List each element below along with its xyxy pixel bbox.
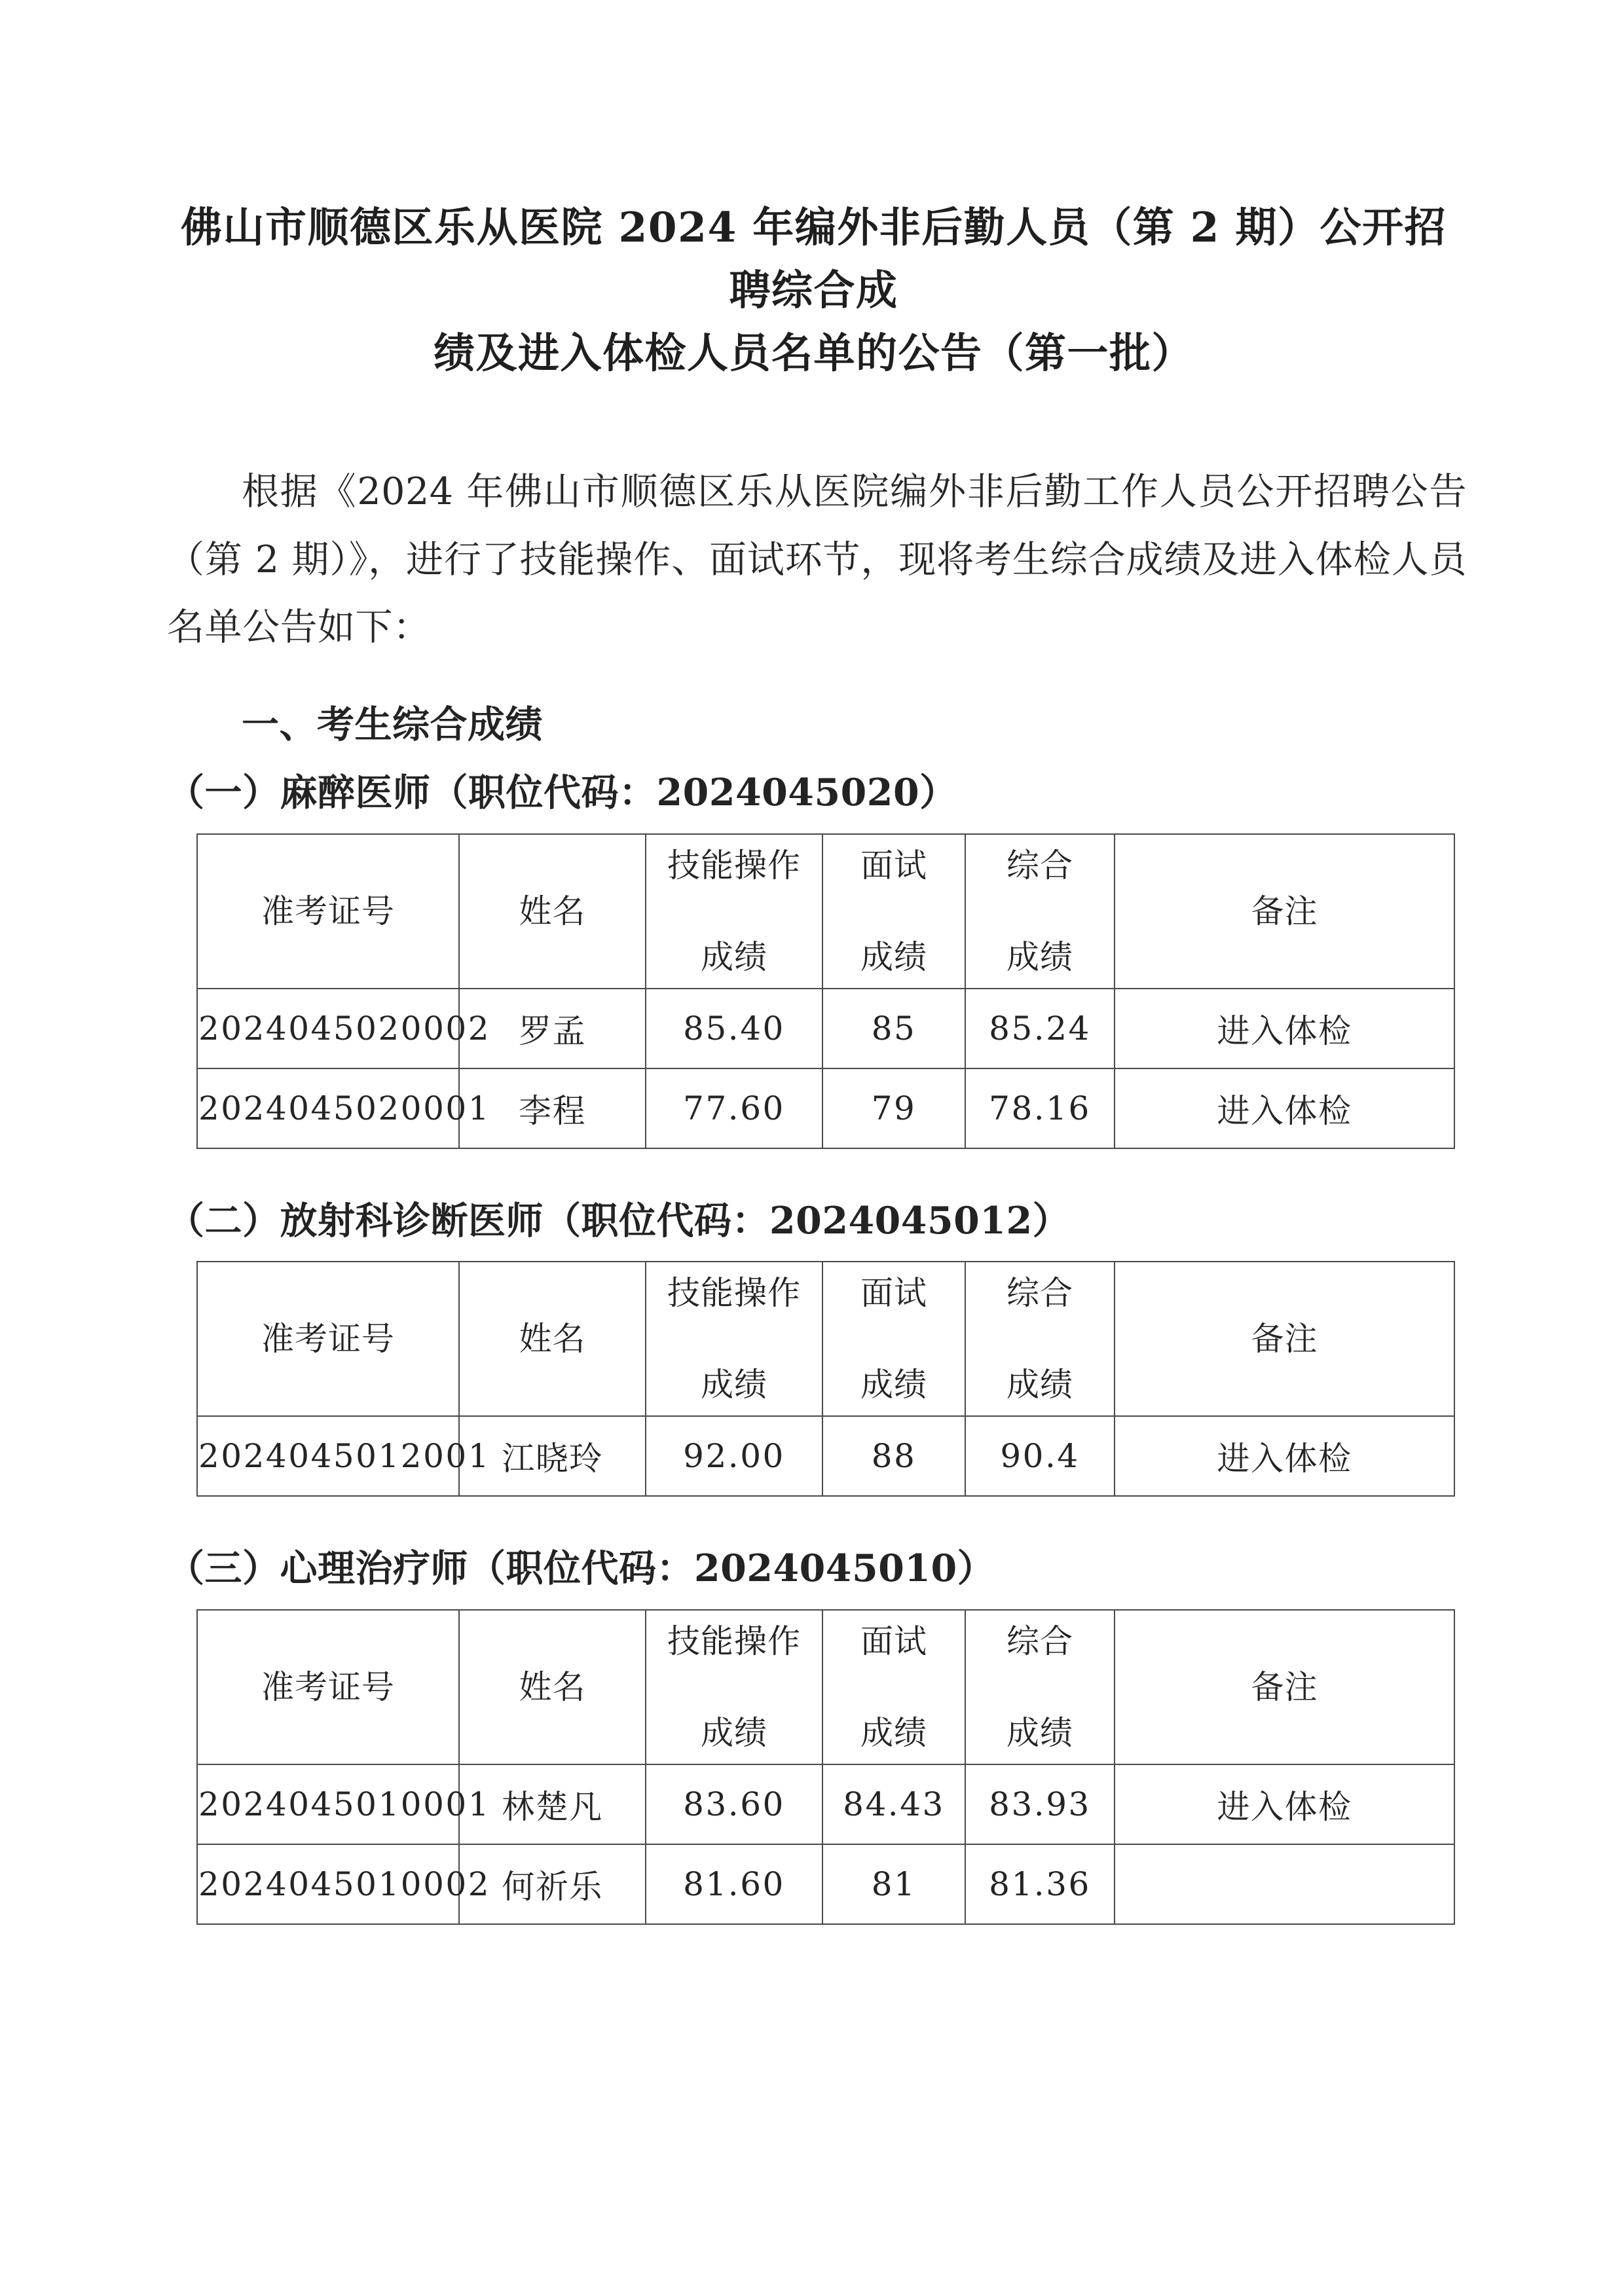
cell-skill-score: 83.60 [646, 1764, 822, 1844]
col-header-name: 姓名 [459, 1262, 646, 1416]
spacer [167, 1149, 1467, 1187]
table-row [197, 1068, 1454, 1148]
subsection-heading-1: （一）麻醉医师（职位代码：2024045020） [167, 770, 957, 814]
table-row [197, 1844, 1454, 1924]
col-header-skill-score [646, 834, 822, 989]
cell-interview-score: 84.43 [822, 1764, 965, 1844]
col-header-skill-score-line1: 技能操作 [667, 846, 801, 884]
col-header-skill-score-line2: 成绩 [701, 938, 767, 976]
spacer [647, 1321, 821, 1357]
col-header-composite-score [965, 834, 1115, 989]
spacer [647, 1669, 821, 1705]
cell-admission-number: 2024045012001 [197, 1416, 459, 1496]
cell-interview-score: 81 [822, 1844, 965, 1924]
spacer [967, 1669, 1113, 1705]
cell-composite-score: 90.4 [965, 1416, 1115, 1496]
col-header-admission-number: 准考证号 [197, 1262, 459, 1416]
cell-remark: 进入体检 [1115, 1764, 1454, 1844]
col-header-interview-score-line1: 面试 [860, 846, 927, 884]
page-title-line-1: 佛山市顺德区乐从医院 2024 年编外非后勤人员（第 2 期）公开招聘综合成 [181, 203, 1447, 314]
intro-paragraph: 根据《2024 年佛山市顺德区乐从医院编外非后勤工作人员公开招聘公告（第 2 期）》，进行了技能操作、面试环节，现将考生综合成绩及进入体检人员名单公告如下： [167, 470, 1467, 649]
col-header-interview-score [822, 1262, 965, 1416]
cell-name: 罗孟 [459, 989, 646, 1068]
spacer [647, 893, 821, 930]
table-header-row [197, 1262, 1454, 1416]
score-table-3 [196, 1609, 1455, 1925]
col-header-composite-score [965, 1610, 1115, 1764]
spacer [824, 1321, 964, 1357]
cell-admission-number: 2024045010002 [197, 1844, 459, 1924]
cell-interview-score: 79 [822, 1068, 965, 1148]
col-header-skill-score-line2: 成绩 [701, 1714, 767, 1753]
col-header-interview-score-line1: 面试 [860, 1622, 927, 1661]
cell-remark: 进入体检 [1115, 989, 1454, 1068]
spacer [167, 662, 1467, 691]
cell-composite-score: 78.16 [965, 1068, 1115, 1148]
page-title [167, 196, 1460, 384]
cell-remark [1115, 1844, 1454, 1924]
cell-composite-score: 81.36 [965, 1844, 1115, 1924]
score-table-1 [196, 833, 1455, 1149]
col-header-remark: 备注 [1115, 1262, 1454, 1416]
col-header-admission-number: 准考证号 [197, 1610, 459, 1764]
spacer [824, 893, 964, 930]
cell-skill-score: 81.60 [646, 1844, 822, 1924]
score-table-2 [196, 1261, 1455, 1497]
cell-skill-score: 92.00 [646, 1416, 822, 1496]
col-header-admission-number: 准考证号 [197, 834, 459, 989]
document-body [167, 458, 1467, 1925]
col-header-skill-score-line1: 技能操作 [667, 1622, 801, 1661]
table-header-row [197, 1610, 1454, 1764]
table-row [197, 989, 1454, 1068]
spacer [967, 1321, 1113, 1357]
col-header-interview-score [822, 1610, 965, 1764]
cell-remark: 进入体检 [1115, 1416, 1454, 1496]
cell-interview-score: 85 [822, 989, 965, 1068]
col-header-name: 姓名 [459, 1610, 646, 1764]
table-header-row [197, 834, 1454, 989]
cell-name: 李程 [459, 1068, 646, 1148]
col-header-remark: 备注 [1115, 1610, 1454, 1764]
cell-admission-number: 2024045020002 [197, 989, 459, 1068]
col-header-composite-score-line1: 综合 [1006, 1622, 1073, 1661]
subsection-heading-2: （二）放射科诊断医师（职位代码：2024045012） [167, 1198, 1071, 1243]
table-row [197, 1416, 1454, 1496]
cell-name: 何祈乐 [459, 1844, 646, 1924]
col-header-remark: 备注 [1115, 834, 1454, 989]
cell-composite-score: 83.93 [965, 1764, 1115, 1844]
cell-name: 林楚凡 [459, 1764, 646, 1844]
cell-admission-number: 2024045020001 [197, 1068, 459, 1148]
section-heading-1: 一、考生综合成绩 [242, 702, 543, 747]
spacer [167, 1497, 1467, 1535]
cell-composite-score: 85.24 [965, 989, 1115, 1068]
col-header-name: 姓名 [459, 834, 646, 989]
col-header-composite-score-line1: 综合 [1006, 846, 1073, 884]
col-header-composite-score [965, 1262, 1115, 1416]
cell-remark: 进入体检 [1115, 1068, 1454, 1148]
col-header-skill-score [646, 1262, 822, 1416]
cell-interview-score: 88 [822, 1416, 965, 1496]
col-header-skill-score [646, 1610, 822, 1764]
col-header-interview-score-line2: 成绩 [860, 1714, 927, 1753]
col-header-interview-score-line2: 成绩 [860, 1366, 927, 1404]
spacer [824, 1669, 964, 1705]
col-header-skill-score-line1: 技能操作 [667, 1274, 801, 1313]
cell-skill-score: 77.60 [646, 1068, 822, 1148]
table-row [197, 1764, 1454, 1844]
col-header-interview-score [822, 834, 965, 989]
cell-skill-score: 85.40 [646, 989, 822, 1068]
col-header-interview-score-line1: 面试 [860, 1274, 927, 1313]
col-header-composite-score-line2: 成绩 [1006, 1714, 1073, 1753]
col-header-composite-score-line1: 综合 [1006, 1274, 1073, 1313]
subsection-heading-3: （三）心理治疗师（职位代码：2024045010） [167, 1546, 995, 1591]
cell-admission-number: 2024045010001 [197, 1764, 459, 1844]
cell-name: 江晓玲 [459, 1416, 646, 1496]
col-header-interview-score-line2: 成绩 [860, 938, 927, 976]
col-header-composite-score-line2: 成绩 [1006, 938, 1073, 976]
col-header-composite-score-line2: 成绩 [1006, 1366, 1073, 1404]
page-title-line-2: 绩及进入体检人员名单的公告（第一批） [434, 328, 1194, 377]
spacer [967, 893, 1113, 930]
col-header-skill-score-line2: 成绩 [701, 1366, 767, 1404]
